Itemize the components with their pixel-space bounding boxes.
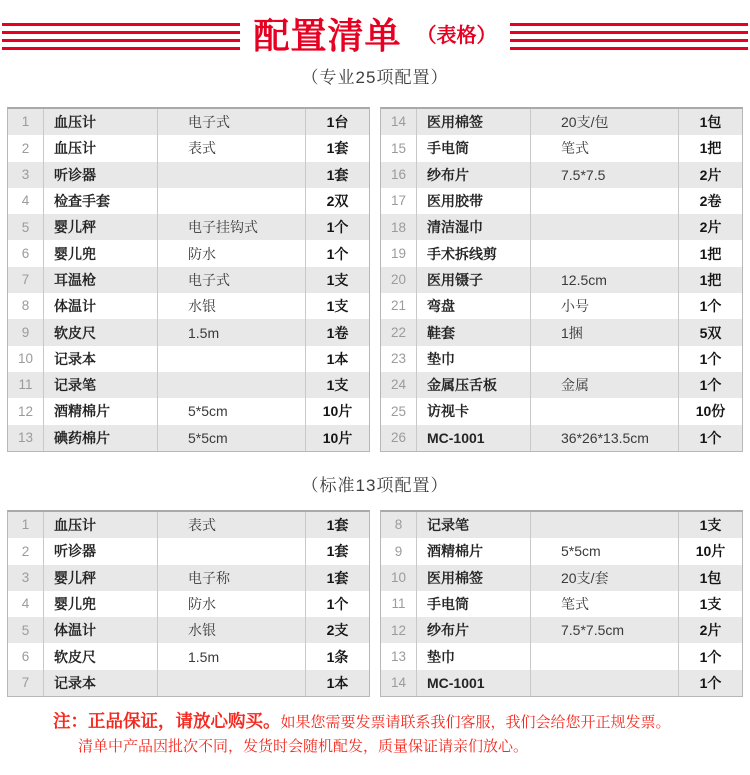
item-spec: 表式 (158, 512, 306, 538)
item-spec: 防水 (158, 240, 306, 266)
item-quantity: 1本 (326, 674, 349, 691)
item-name: MC-1001 (417, 425, 531, 451)
footer-note-rest: 如果您需要发票请联系我们客服，我们会给您开正规发票。 (280, 714, 671, 731)
row-number: 12 (8, 398, 44, 424)
item-spec: 笔式 (531, 135, 679, 161)
row-number: 2 (8, 135, 44, 161)
footer-note (53, 709, 713, 759)
item-name: 金属压舌板 (417, 372, 531, 398)
std-table-right-half (380, 510, 743, 697)
item-name: 纱布片 (417, 162, 531, 188)
pro-table-caption: （专业25项配置） (301, 68, 449, 87)
item-quantity: 1个 (326, 245, 349, 262)
row-number: 9 (381, 538, 417, 564)
item-quantity: 1把 (699, 245, 722, 262)
item-spec: 12.5cm (531, 267, 679, 293)
row-number: 20 (381, 267, 417, 293)
item-spec: 小号 (531, 293, 679, 319)
table-row (381, 214, 742, 240)
table-row (381, 512, 742, 538)
table-row (381, 643, 742, 669)
item-quantity: 1个 (699, 429, 722, 446)
table-row (381, 319, 742, 345)
item-name: 婴儿秤 (44, 214, 158, 240)
item-name: 医用胶带 (417, 188, 531, 214)
row-number: 21 (381, 293, 417, 319)
item-name: 鞋套 (417, 319, 531, 345)
table-row (8, 135, 369, 161)
table-row (8, 109, 369, 135)
row-number: 16 (381, 162, 417, 188)
table-row (381, 565, 742, 591)
item-quantity: 1支 (326, 298, 349, 315)
row-number: 18 (381, 214, 417, 240)
row-number: 25 (381, 398, 417, 424)
row-number: 14 (381, 109, 417, 135)
item-name: 记录笔 (417, 512, 531, 538)
title-rule-left (2, 23, 240, 50)
item-spec: 5*5cm (531, 538, 679, 564)
page-header (0, 10, 750, 62)
item-name: 软皮尺 (44, 643, 158, 669)
item-quantity: 1个 (699, 298, 722, 315)
item-quantity: 1台 (326, 114, 349, 131)
item-spec: 7.5*7.5cm (531, 617, 679, 643)
table-row (8, 565, 369, 591)
row-number: 6 (8, 240, 44, 266)
item-spec: 20支/包 (531, 109, 679, 135)
item-name: 弯盘 (417, 293, 531, 319)
item-quantity: 1个 (699, 377, 722, 394)
item-name: 婴儿兜 (44, 591, 158, 617)
row-number: 4 (8, 591, 44, 617)
item-spec (158, 188, 306, 214)
table-row (381, 267, 742, 293)
item-spec: 水银 (158, 293, 306, 319)
row-number: 5 (8, 617, 44, 643)
item-name: 垫巾 (417, 643, 531, 669)
item-spec (531, 512, 679, 538)
item-quantity: 1把 (699, 140, 722, 157)
item-name: 听诊器 (44, 538, 158, 564)
item-quantity: 1支 (326, 377, 349, 394)
item-quantity: 1支 (699, 596, 722, 613)
table-row (381, 538, 742, 564)
std-table-left-half (7, 510, 370, 697)
table-row (381, 240, 742, 266)
item-spec (158, 670, 306, 696)
item-quantity: 1套 (326, 140, 349, 157)
item-spec (531, 214, 679, 240)
footer-note-line1 (53, 709, 713, 735)
item-quantity: 2片 (699, 219, 722, 236)
table-row (381, 162, 742, 188)
table-row (8, 643, 369, 669)
item-quantity: 1个 (699, 648, 722, 665)
table-row (381, 293, 742, 319)
item-quantity: 2双 (326, 193, 349, 210)
table-row (381, 591, 742, 617)
item-spec (531, 188, 679, 214)
item-quantity: 10片 (322, 403, 353, 420)
table-row (8, 162, 369, 188)
pro-table-right-half (380, 107, 743, 452)
row-number: 23 (381, 346, 417, 372)
item-spec: 7.5*7.5 (531, 162, 679, 188)
item-name: 体温计 (44, 293, 158, 319)
pro-config-table (7, 107, 743, 452)
item-spec (158, 346, 306, 372)
item-spec: 表式 (158, 135, 306, 161)
item-quantity: 10份 (695, 403, 726, 420)
row-number: 15 (381, 135, 417, 161)
page-title-suffix: （表格） (416, 25, 497, 47)
row-number: 6 (8, 643, 44, 669)
item-spec (531, 670, 679, 696)
row-number: 8 (381, 512, 417, 538)
footer-note-line2: 清单中产品因批次不同，发货时会随机配发，质量保证请亲们放心。 (78, 738, 529, 755)
item-spec: 电子式 (158, 267, 306, 293)
item-name: 血压计 (44, 109, 158, 135)
row-number: 8 (8, 293, 44, 319)
item-spec: 金属 (531, 372, 679, 398)
table-row (8, 425, 369, 451)
row-number: 14 (381, 670, 417, 696)
item-quantity: 1套 (326, 543, 349, 560)
item-quantity: 2支 (326, 622, 349, 639)
item-quantity: 2片 (699, 622, 722, 639)
item-quantity: 1套 (326, 517, 349, 534)
item-name: 手电筒 (417, 135, 531, 161)
footer-note-lead: 正品保证，请放心购买。 (88, 711, 281, 731)
item-spec: 5*5cm (158, 425, 306, 451)
item-quantity: 1套 (326, 569, 349, 586)
item-name: 血压计 (44, 135, 158, 161)
row-number: 11 (8, 372, 44, 398)
item-name: 手电筒 (417, 591, 531, 617)
item-spec: 电子称 (158, 565, 306, 591)
table-row (8, 617, 369, 643)
item-name: 医用棉签 (417, 109, 531, 135)
table-row (8, 293, 369, 319)
item-quantity: 2片 (699, 166, 722, 183)
row-number: 2 (8, 538, 44, 564)
item-name: 酒精棉片 (417, 538, 531, 564)
item-name: 听诊器 (44, 162, 158, 188)
std-config-table (7, 510, 743, 697)
table-row (381, 670, 742, 696)
item-spec: 5*5cm (158, 398, 306, 424)
table-row (381, 617, 742, 643)
table-row (8, 267, 369, 293)
footer-note-prefix: 注： (53, 711, 88, 731)
row-number: 12 (381, 617, 417, 643)
item-quantity: 1支 (699, 517, 722, 534)
title-rule-right (510, 23, 748, 50)
item-spec: 电子式 (158, 109, 306, 135)
row-number: 11 (381, 591, 417, 617)
item-quantity: 5双 (699, 324, 722, 341)
item-spec: 笔式 (531, 591, 679, 617)
item-name: 纱布片 (417, 617, 531, 643)
table-row (8, 538, 369, 564)
item-quantity: 1个 (699, 674, 722, 691)
item-name: 记录本 (44, 346, 158, 372)
item-name: 酒精棉片 (44, 398, 158, 424)
row-number: 13 (8, 425, 44, 451)
table-row (8, 240, 369, 266)
page-title: 配置清单 (253, 15, 402, 56)
item-spec: 水银 (158, 617, 306, 643)
item-name: 耳温枪 (44, 267, 158, 293)
item-name: 清洁湿巾 (417, 214, 531, 240)
item-name: MC-1001 (417, 670, 531, 696)
item-spec (531, 346, 679, 372)
table-row (8, 591, 369, 617)
item-quantity: 1本 (326, 350, 349, 367)
row-number: 26 (381, 425, 417, 451)
table-row (8, 214, 369, 240)
item-quantity: 1卷 (326, 324, 349, 341)
pro-table-left-half (7, 107, 370, 452)
item-name: 记录笔 (44, 372, 158, 398)
item-spec (158, 372, 306, 398)
item-quantity: 1包 (699, 114, 722, 131)
item-spec: 36*26*13.5cm (531, 425, 679, 451)
item-spec: 1.5m (158, 643, 306, 669)
table-row (381, 109, 742, 135)
row-number: 4 (8, 188, 44, 214)
item-quantity: 10片 (695, 543, 726, 560)
row-number: 7 (8, 267, 44, 293)
table-row (8, 346, 369, 372)
item-quantity: 1支 (326, 271, 349, 288)
item-name: 婴儿秤 (44, 565, 158, 591)
item-quantity: 1个 (326, 596, 349, 613)
item-name: 医用棉签 (417, 565, 531, 591)
row-number: 7 (8, 670, 44, 696)
table-row (381, 135, 742, 161)
std-table-caption: （标准13项配置） (301, 476, 449, 495)
row-number: 3 (8, 162, 44, 188)
row-number: 5 (8, 214, 44, 240)
item-quantity: 1套 (326, 166, 349, 183)
item-quantity: 2卷 (699, 193, 722, 210)
item-name: 访视卡 (417, 398, 531, 424)
item-quantity: 10片 (322, 429, 353, 446)
item-spec: 防水 (158, 591, 306, 617)
item-quantity: 1把 (699, 271, 722, 288)
item-spec: 20支/套 (531, 565, 679, 591)
item-name: 体温计 (44, 617, 158, 643)
table-row (8, 512, 369, 538)
item-name: 碘药棉片 (44, 425, 158, 451)
row-number: 1 (8, 109, 44, 135)
row-number: 17 (381, 188, 417, 214)
table-row (8, 372, 369, 398)
row-number: 10 (381, 565, 417, 591)
row-number: 1 (8, 512, 44, 538)
row-number: 22 (381, 319, 417, 345)
table-row (381, 188, 742, 214)
table-row (8, 398, 369, 424)
item-name: 手术拆线剪 (417, 240, 531, 266)
row-number: 10 (8, 346, 44, 372)
item-spec: 1.5m (158, 319, 306, 345)
table-row (8, 188, 369, 214)
row-number: 24 (381, 372, 417, 398)
item-spec (531, 398, 679, 424)
item-name: 血压计 (44, 512, 158, 538)
item-spec (158, 538, 306, 564)
item-quantity: 1条 (326, 648, 349, 665)
table-row (381, 346, 742, 372)
row-number: 19 (381, 240, 417, 266)
item-spec (531, 240, 679, 266)
item-quantity: 1个 (699, 350, 722, 367)
row-number: 9 (8, 319, 44, 345)
table-row (381, 425, 742, 451)
item-spec (531, 643, 679, 669)
item-quantity: 1包 (699, 569, 722, 586)
row-number: 3 (8, 565, 44, 591)
table-row (8, 319, 369, 345)
table-row (8, 670, 369, 696)
item-name: 软皮尺 (44, 319, 158, 345)
item-spec: 电子挂钩式 (158, 214, 306, 240)
item-name: 记录本 (44, 670, 158, 696)
item-name: 婴儿兜 (44, 240, 158, 266)
item-name: 医用镊子 (417, 267, 531, 293)
item-quantity: 1个 (326, 219, 349, 236)
item-spec: 1捆 (531, 319, 679, 345)
table-row (381, 372, 742, 398)
item-name: 检查手套 (44, 188, 158, 214)
row-number: 13 (381, 643, 417, 669)
item-spec (158, 162, 306, 188)
table-row (381, 398, 742, 424)
item-name: 垫巾 (417, 346, 531, 372)
